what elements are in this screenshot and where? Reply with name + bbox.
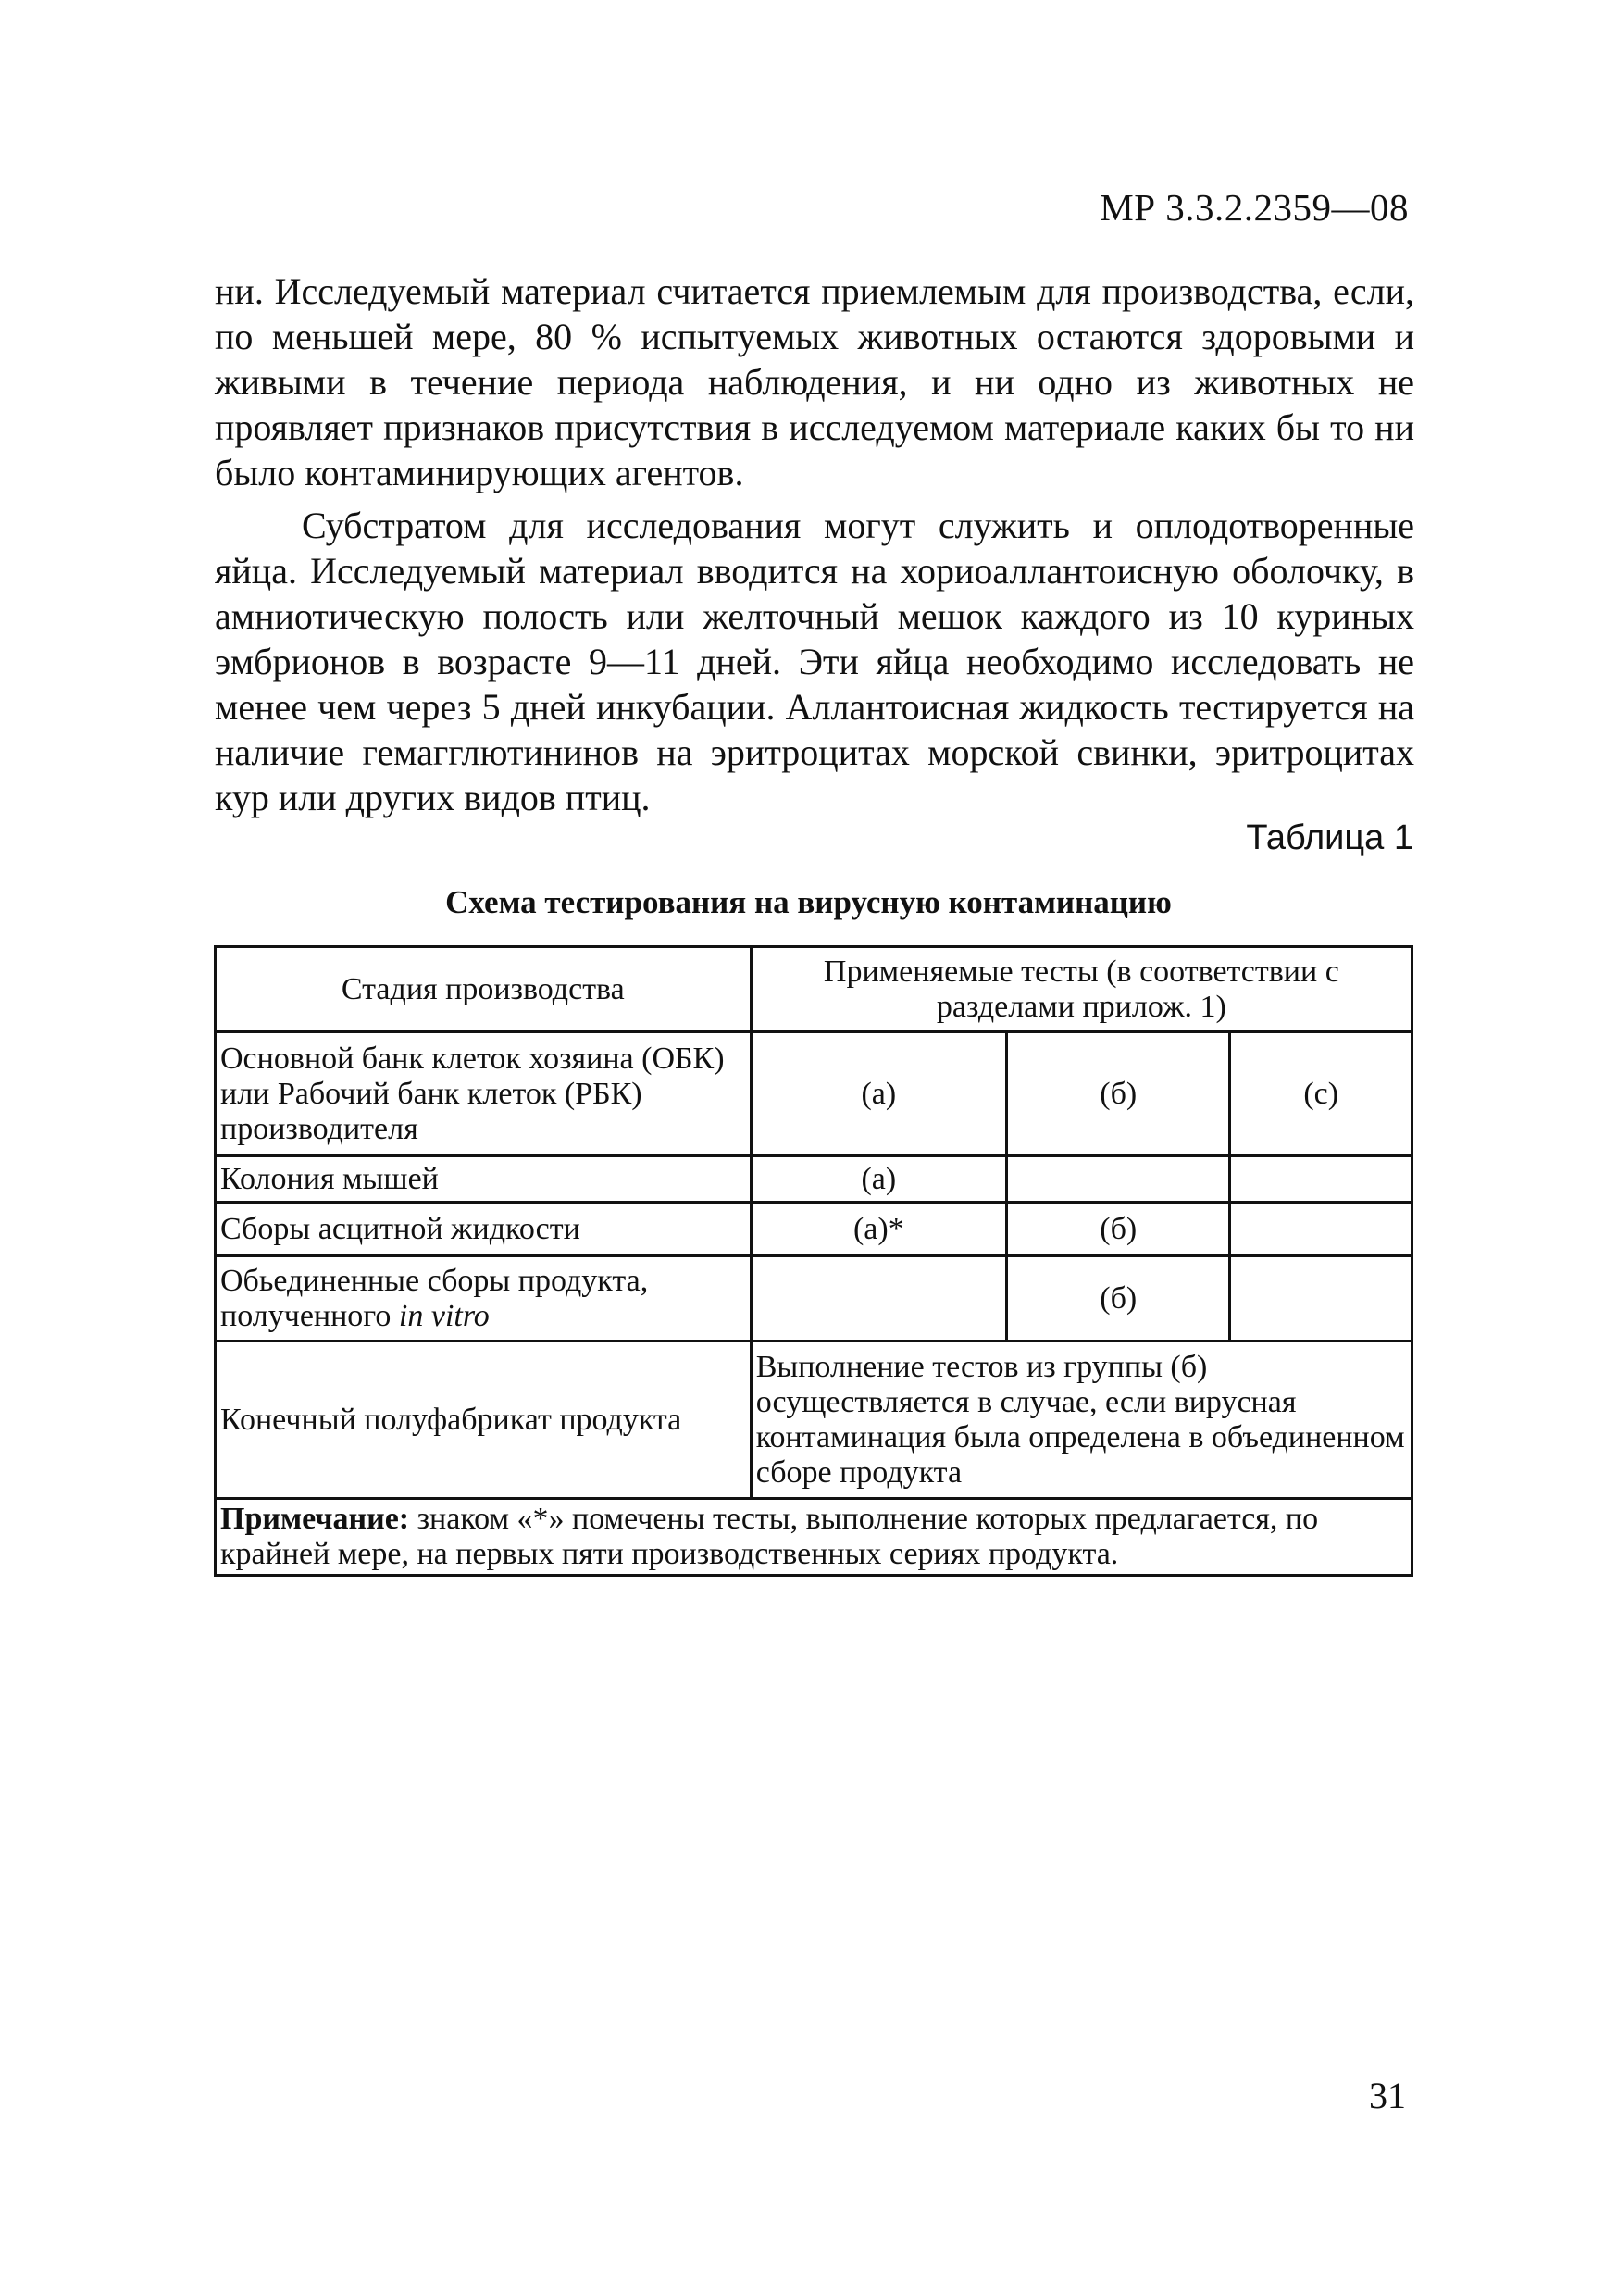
test-c-cell <box>1230 1203 1412 1256</box>
test-a-cell <box>751 1256 1006 1341</box>
stage-cell <box>216 1256 752 1341</box>
test-a-cell: (а) <box>751 1032 1006 1156</box>
note-text: знаком «*» помечены тесты, выполнение которых предлагается, по крайней мере, на первых пяти производственных сериях продукта. <box>220 1502 1319 1571</box>
merged-tests-cell: Выполнение тестов из группы (б) осуществляется в случае, если вирусная контаминация была определена в объединенном сборе продукта <box>751 1341 1412 1499</box>
table-row <box>216 1156 1412 1203</box>
stage-cell: Сборы асцитной жидкости <box>216 1203 752 1256</box>
header-stage: Стадия производства <box>216 947 752 1032</box>
document-code: МР 3.3.2.2359—08 <box>1100 186 1409 229</box>
test-c-cell <box>1230 1256 1412 1341</box>
stage-cell: Конечный полуфабрикат продукта <box>216 1341 752 1499</box>
stage-cell: Колония мышей <box>216 1156 752 1203</box>
stage-text: Обьединенные сборы продукта, полученного <box>220 1263 649 1333</box>
page-number: 31 <box>1369 2075 1406 2116</box>
body-text <box>215 268 1414 820</box>
paragraph: Субстратом для исследования могут служить и оплодотворенные яйца. Исследуемый материал вводится на хориоаллантоисную оболочку, в амниотическую полость или желточный мешок каждого из 10 куриных эмбрионов в возрасте 9—11 дней. Эти яйца необходимо исследовать не менее чем через 5 дней инкубации. Аллантоисная жидкость тестируется на наличие гемагглютининов на эритроцитах морской свинки, эритроцитах кур или других видов птиц. <box>215 505 1414 818</box>
table-row <box>216 1256 1412 1341</box>
testing-scheme-table <box>214 945 1413 1577</box>
note-label: Примечание: <box>220 1502 410 1536</box>
paragraph: ни. Исследуемый материал считается приемлемым для производства, если, по меньшей мере, 80 % испытуемых животных остаются здоровыми и живыми в течение периода наблюдения, и ни одно из животных не проявляет признаков присутствия в исследуемом материале каких бы то ни было контаминирующих агентов. <box>215 270 1414 493</box>
header-tests: Применяемые тесты (в соответствии с разделами прилож. 1) <box>751 947 1412 1032</box>
table-header-row <box>216 947 1412 1032</box>
table-row <box>216 1341 1412 1499</box>
table-note-row <box>216 1499 1412 1576</box>
table-title: Схема тестирования на вирусную контаминацию <box>445 884 1172 920</box>
stage-italic-text: in vitro <box>398 1298 490 1333</box>
table-note <box>216 1499 1412 1576</box>
test-a-cell: (а) <box>751 1156 1006 1203</box>
test-b-cell: (б) <box>1007 1032 1230 1156</box>
test-b-cell: (б) <box>1007 1256 1230 1341</box>
test-b-cell: (б) <box>1007 1203 1230 1256</box>
table-row <box>216 1203 1412 1256</box>
test-c-cell <box>1230 1156 1412 1203</box>
test-a-cell: (а)* <box>751 1203 1006 1256</box>
test-c-cell: (с) <box>1230 1032 1412 1156</box>
table-label: Таблица 1 <box>1246 818 1413 857</box>
stage-cell: Основной банк клеток хозяина (ОБК) или Рабочий банк клеток (РБК) производителя <box>216 1032 752 1156</box>
table-row <box>216 1032 1412 1156</box>
test-b-cell <box>1007 1156 1230 1203</box>
